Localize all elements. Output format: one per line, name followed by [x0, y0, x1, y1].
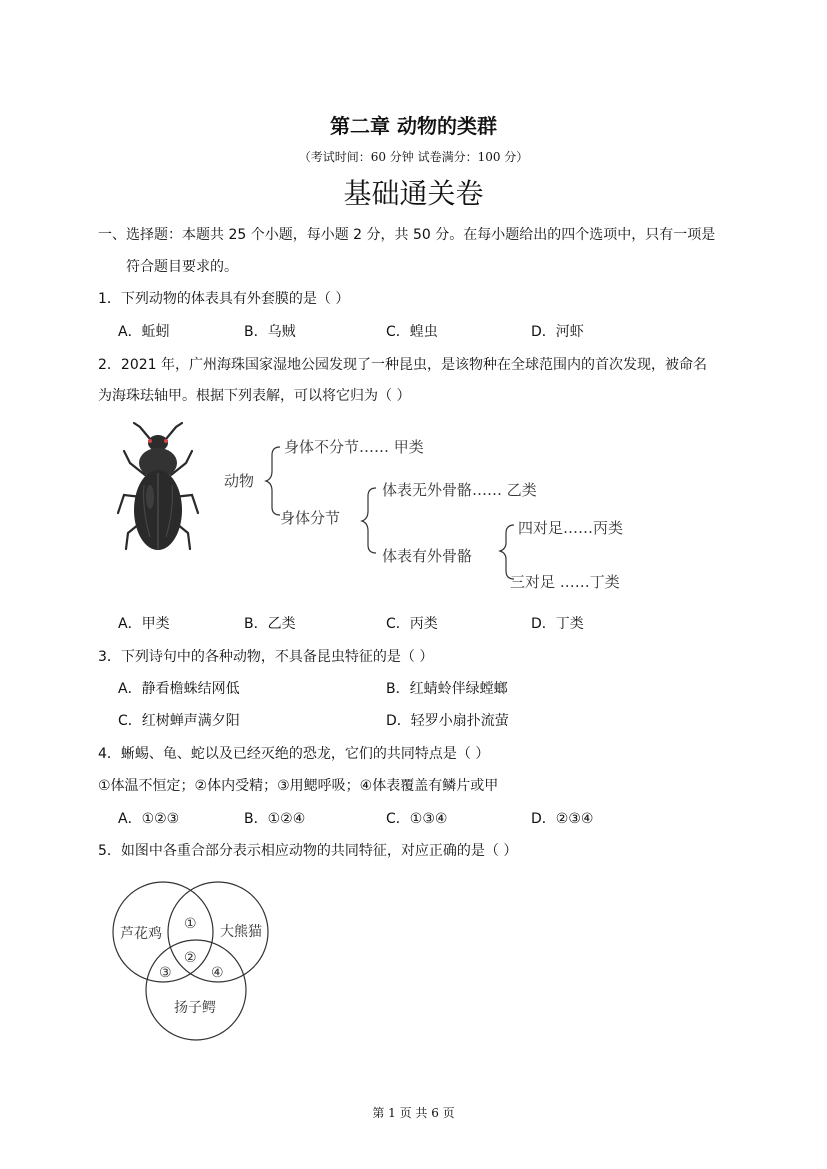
- exam-info: （考试时间：60 分钟 试卷满分：100 分）: [298, 150, 529, 164]
- q5-venn-diagram: [100, 870, 290, 1050]
- section-intro-line2: 符合题目要求的。: [126, 259, 238, 275]
- q3-option-a: A．静看檐蛛结网低: [118, 681, 240, 697]
- key-item-a: 身体不分节…… 甲类: [284, 438, 424, 456]
- q2-option-b: B．乙类: [244, 616, 296, 632]
- q2-classification-figure: [110, 415, 670, 605]
- venn-region-4: ④: [211, 965, 224, 981]
- key-item-b1: 体表无外骨骼…… 乙类: [382, 481, 537, 499]
- q2-stem-line2: 为海珠珐轴甲。根据下列表解，可以将它归为（ ）: [98, 388, 411, 404]
- key-item-b: 身体分节: [280, 509, 341, 527]
- venn-label-left: 芦花鸡: [120, 926, 162, 942]
- paper-title: 基础通关卷: [343, 177, 484, 210]
- section-intro-line1: 一、选择题：本题共 25 个小题，每小题 2 分，共 50 分。在每小题给出的四个选项中，只有一项是: [98, 227, 716, 243]
- key-item-b2a: 四对足……丙类: [518, 519, 624, 537]
- q4-option-b: B．①②④: [244, 811, 306, 827]
- venn-region-2: ②: [184, 950, 197, 966]
- venn-label-bottom: 扬子鳄: [174, 1000, 216, 1016]
- q2-option-c: C．丙类: [386, 616, 438, 632]
- q3-stem: 3．下列诗句中的各种动物，不具备昆虫特征的是（ ）: [98, 649, 434, 665]
- q4-stem: 4．蜥蜴、龟、蛇以及已经灭绝的恐龙，它们的共同特点是（ ）: [98, 746, 490, 762]
- q1-option-b: B．乌贼: [244, 324, 296, 340]
- q2-option-d: D．丁类: [531, 616, 584, 632]
- q4-option-a: A．①②③: [118, 811, 180, 827]
- venn-region-1: ①: [184, 916, 197, 932]
- q3-option-b: B．红蜻蛉伴绿螳螂: [386, 681, 508, 697]
- q1-stem: 1．下列动物的体表具有外套膜的是（ ）: [98, 291, 350, 307]
- venn-label-right: 大熊猫: [220, 924, 262, 940]
- venn-region-3: ③: [159, 965, 172, 981]
- key-root: 动物: [224, 472, 255, 490]
- q4-option-c: C．①③④: [386, 811, 448, 827]
- q3-option-c: C．红树蝉声满夕阳: [118, 713, 240, 729]
- q1-option-d: D．河虾: [531, 324, 584, 340]
- q4-option-d: D．②③④: [531, 811, 594, 827]
- q4-statements: ①体温不恒定；②体内受精；③用鳃呼吸；④体表覆盖有鳞片或甲: [98, 778, 499, 794]
- key-item-b2: 体表有外骨骼: [382, 547, 473, 565]
- q1-option-c: C．蝗虫: [386, 324, 438, 340]
- q2-stem-line1: 2．2021 年，广州海珠国家湿地公园发现了一种昆虫，是该物种在全球范围内的首次发现，被命名: [98, 357, 707, 373]
- chapter-title: 第二章 动物的类群: [330, 114, 497, 138]
- q5-stem: 5．如图中各重合部分表示相应动物的共同特征，对应正确的是（ ）: [98, 843, 518, 859]
- key-item-b2b: 三对足 ……丁类: [510, 573, 620, 591]
- beetle-illustration: [118, 423, 198, 550]
- q1-option-a: A．蚯蚓: [118, 324, 170, 340]
- page-footer: 第 1 页 共 6 页: [372, 1106, 455, 1120]
- q2-option-a: A．甲类: [118, 616, 170, 632]
- q3-option-d: D．轻罗小扇扑流萤: [386, 713, 509, 729]
